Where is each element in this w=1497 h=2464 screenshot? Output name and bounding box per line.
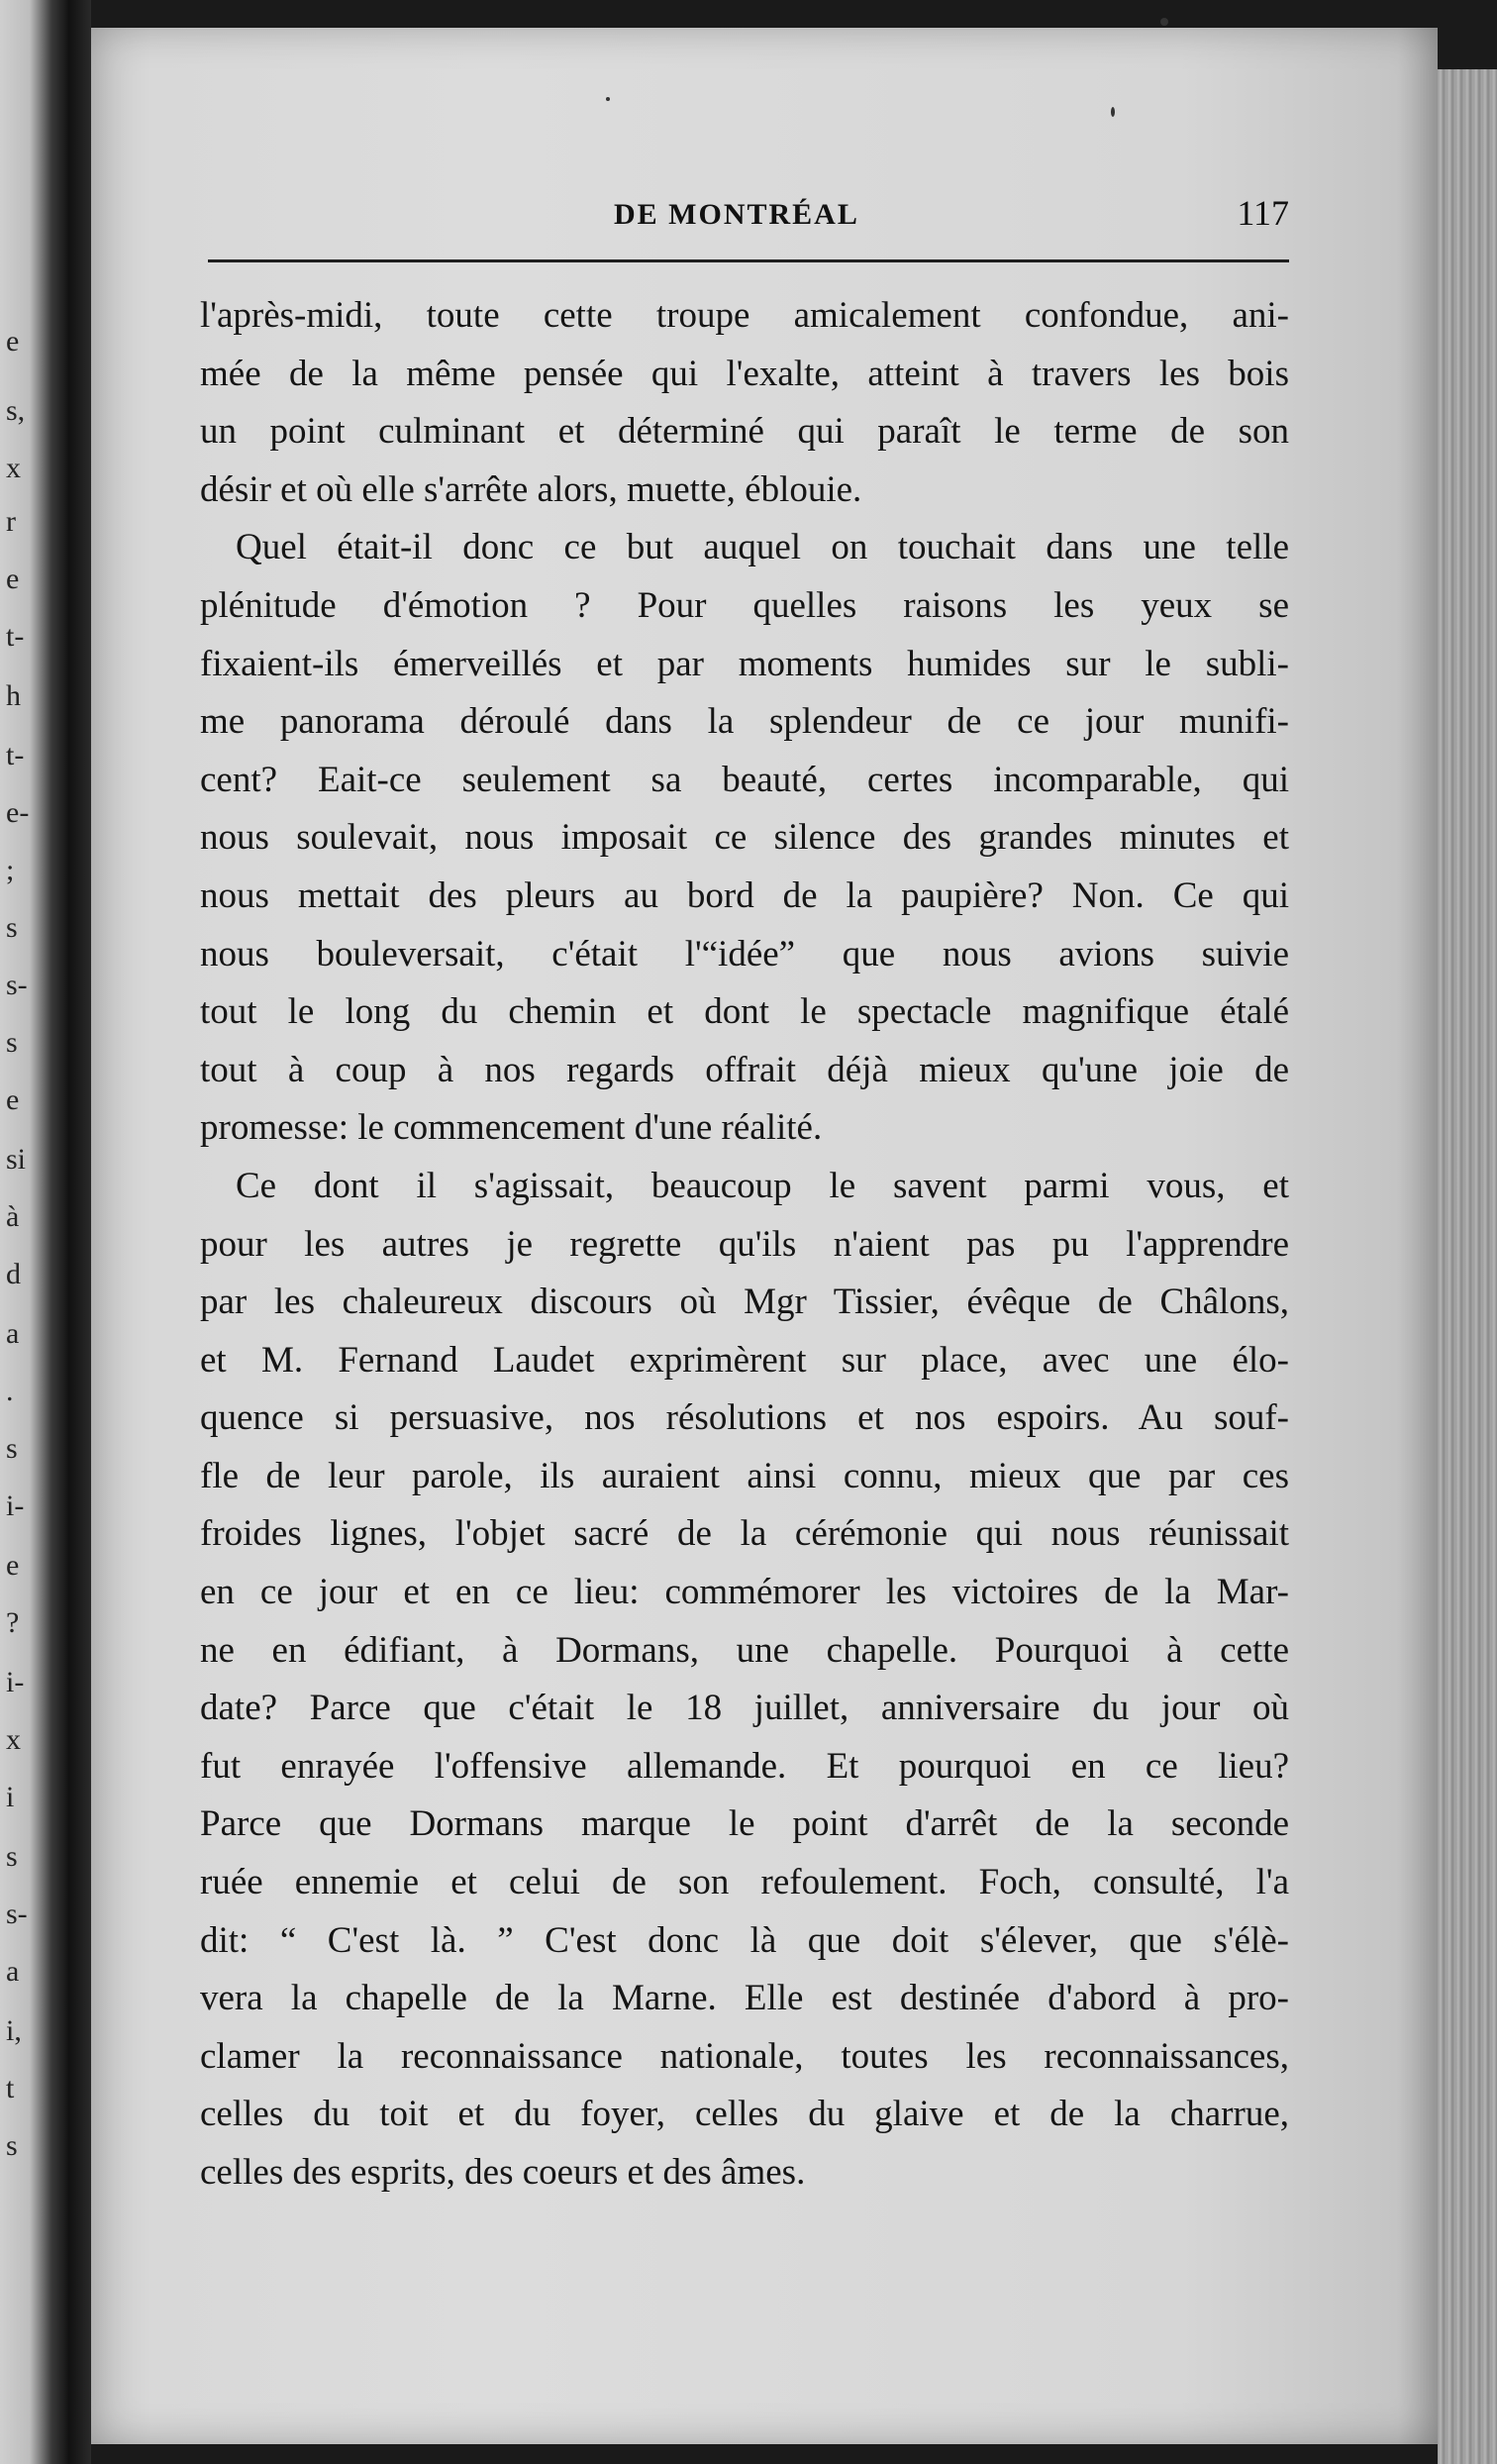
previous-page-fragment: s (6, 1432, 18, 1465)
previous-page-fragment: d (6, 1258, 21, 1290)
text-line: fixaient-ils émerveillés et par moments humides sur le subli- (200, 643, 1289, 684)
text-line: l'après-midi, toute cette troupe amicalement confondue, ani- (200, 295, 1289, 336)
text-line: par les chaleureux discours où Mgr Tissier, évêque de Châlons, (200, 1282, 1289, 1323)
scan-speck (1111, 107, 1115, 117)
previous-page-fragment: . (6, 1375, 14, 1407)
text-line: date? Parce que c'était le 18 juillet, anniversaire du jour où (200, 1688, 1289, 1729)
text-line: froides lignes, l'objet sacré de la cérémonie qui nous réunissait (200, 1513, 1289, 1555)
text-line: Ce dont il s'agissait, beaucoup le savent parmi vous, et (236, 1165, 1289, 1206)
previous-page-fragment: r (6, 505, 16, 538)
previous-page-fragment: s- (6, 1898, 28, 1930)
text-line: tout le long du chemin et dont le spectacle magnifique étalé (200, 991, 1289, 1033)
previous-page-fragment: a (6, 1317, 20, 1350)
previous-page-fragment: i- (6, 1666, 25, 1698)
previous-page-fragment: i- (6, 1489, 25, 1522)
text-line: ruée ennemie et celui de son refoulement. Foch, consulté, l'a (200, 1862, 1289, 1903)
page-number: 117 (1237, 193, 1289, 233)
text-line: me panorama déroulé dans la splendeur de ce jour munifi- (200, 701, 1289, 743)
previous-page-fragment: s (6, 1026, 18, 1059)
previous-page-fragment: t- (6, 739, 25, 771)
text-line: nous bouleversait, c'était l'“idée” que nous avions suivie (200, 933, 1289, 975)
text-line: vera la chapelle de la Marne. Elle est destinée d'abord à pro- (200, 1978, 1289, 2019)
previous-page-fragment: e (6, 1083, 20, 1116)
text-line: quence si persuasive, nos résolutions et nos espoirs. Au souf- (200, 1397, 1289, 1439)
previous-page-fragment: t (6, 2072, 15, 2105)
text-line: fle de leur parole, ils auraient ainsi connu, mieux que par ces (200, 1455, 1289, 1496)
previous-page-fragment: s- (6, 969, 28, 1001)
previous-page-fragment: e (6, 1549, 20, 1582)
text-line: ne en édifiant, à Dormans, une chapelle. Pourquoi à cette (200, 1629, 1289, 1671)
previous-page-fragment: s (6, 2129, 18, 2162)
running-head: DE MONTRÉAL (614, 198, 859, 231)
text-line: désir et où elle s'arrête alors, muette, éblouie. (200, 468, 862, 510)
previous-page-fragment: i, (6, 2014, 22, 2047)
text-line: clamer la reconnaissance nationale, toutes les reconnaissances, (200, 2035, 1289, 2077)
previous-page-fragment: x (6, 452, 21, 484)
text-line: nous mettait des pleurs au bord de la paupière? Non. Ce qui (200, 874, 1289, 916)
text-line: fut enrayée l'offensive allemande. Et pourquoi en ce lieu? (200, 1745, 1289, 1787)
previous-page-fragment: s, (6, 394, 26, 427)
previous-page-fragment: i (6, 1781, 15, 1813)
text-line: Parce que Dormans marque le point d'arrêt de la seconde (200, 1803, 1289, 1845)
previous-page-fragment: ; (6, 854, 15, 886)
body-text (200, 287, 1289, 2203)
text-line: en ce jour et en ce lieu: commémorer les victoires de la Mar- (200, 1572, 1289, 1613)
text-line: plénitude d'émotion ? Pour quelles raisons les yeux se (200, 584, 1289, 626)
text-line: dit: “ C'est là. ” C'est donc là que doit s'élever, que s'élè- (200, 1919, 1289, 1961)
text-line: nous soulevait, nous imposait ce silence des grandes minutes et (200, 817, 1289, 859)
previous-page-fragment: s (6, 1840, 18, 1873)
text-line: tout à coup à nos regards offrait déjà mieux qu'une joie de (200, 1049, 1289, 1090)
page-header (208, 176, 1289, 262)
previous-page-fragment: e (6, 325, 20, 358)
scan-speck (1160, 18, 1168, 26)
text-line: celles du toit et du foyer, celles du glaive et de la charrue, (200, 2094, 1289, 2135)
previous-page-fragment: e (6, 563, 20, 595)
previous-page-fragment: s (6, 911, 18, 944)
previous-page-fragment: h (6, 679, 21, 712)
previous-page-fragment: x (6, 1723, 21, 1756)
previous-page-fragment: à (6, 1200, 20, 1233)
scan-speck (606, 97, 610, 101)
previous-page-fragment: si (6, 1143, 27, 1176)
book-page (91, 28, 1438, 2444)
previous-page-fragment: e- (6, 796, 30, 829)
text-line: un point culminant et déterminé qui paraît le terme de son (200, 411, 1289, 453)
text-line: mée de la même pensée qui l'exalte, atteint à travers les bois (200, 353, 1289, 394)
text-line: promesse: le commencement d'une réalité. (200, 1107, 823, 1149)
text-line: celles des esprits, des coeurs et des âmes. (200, 2152, 806, 2193)
page-edges (1438, 69, 1497, 2464)
previous-page-fragment: ? (6, 1606, 20, 1639)
text-line: cent? Eait-ce seulement sa beauté, certes incomparable, qui (200, 759, 1289, 800)
previous-page-fragment: t- (6, 620, 25, 653)
text-line: pour les autres je regrette qu'ils n'aient pas pu l'apprendre (200, 1223, 1289, 1265)
text-line: Quel était-il donc ce but auquel on touchait dans une telle (236, 527, 1289, 568)
text-line: et M. Fernand Laudet exprimèrent sur place, avec une élo- (200, 1339, 1289, 1381)
previous-page-fragments (0, 0, 40, 2464)
previous-page-fragment: a (6, 1955, 20, 1988)
